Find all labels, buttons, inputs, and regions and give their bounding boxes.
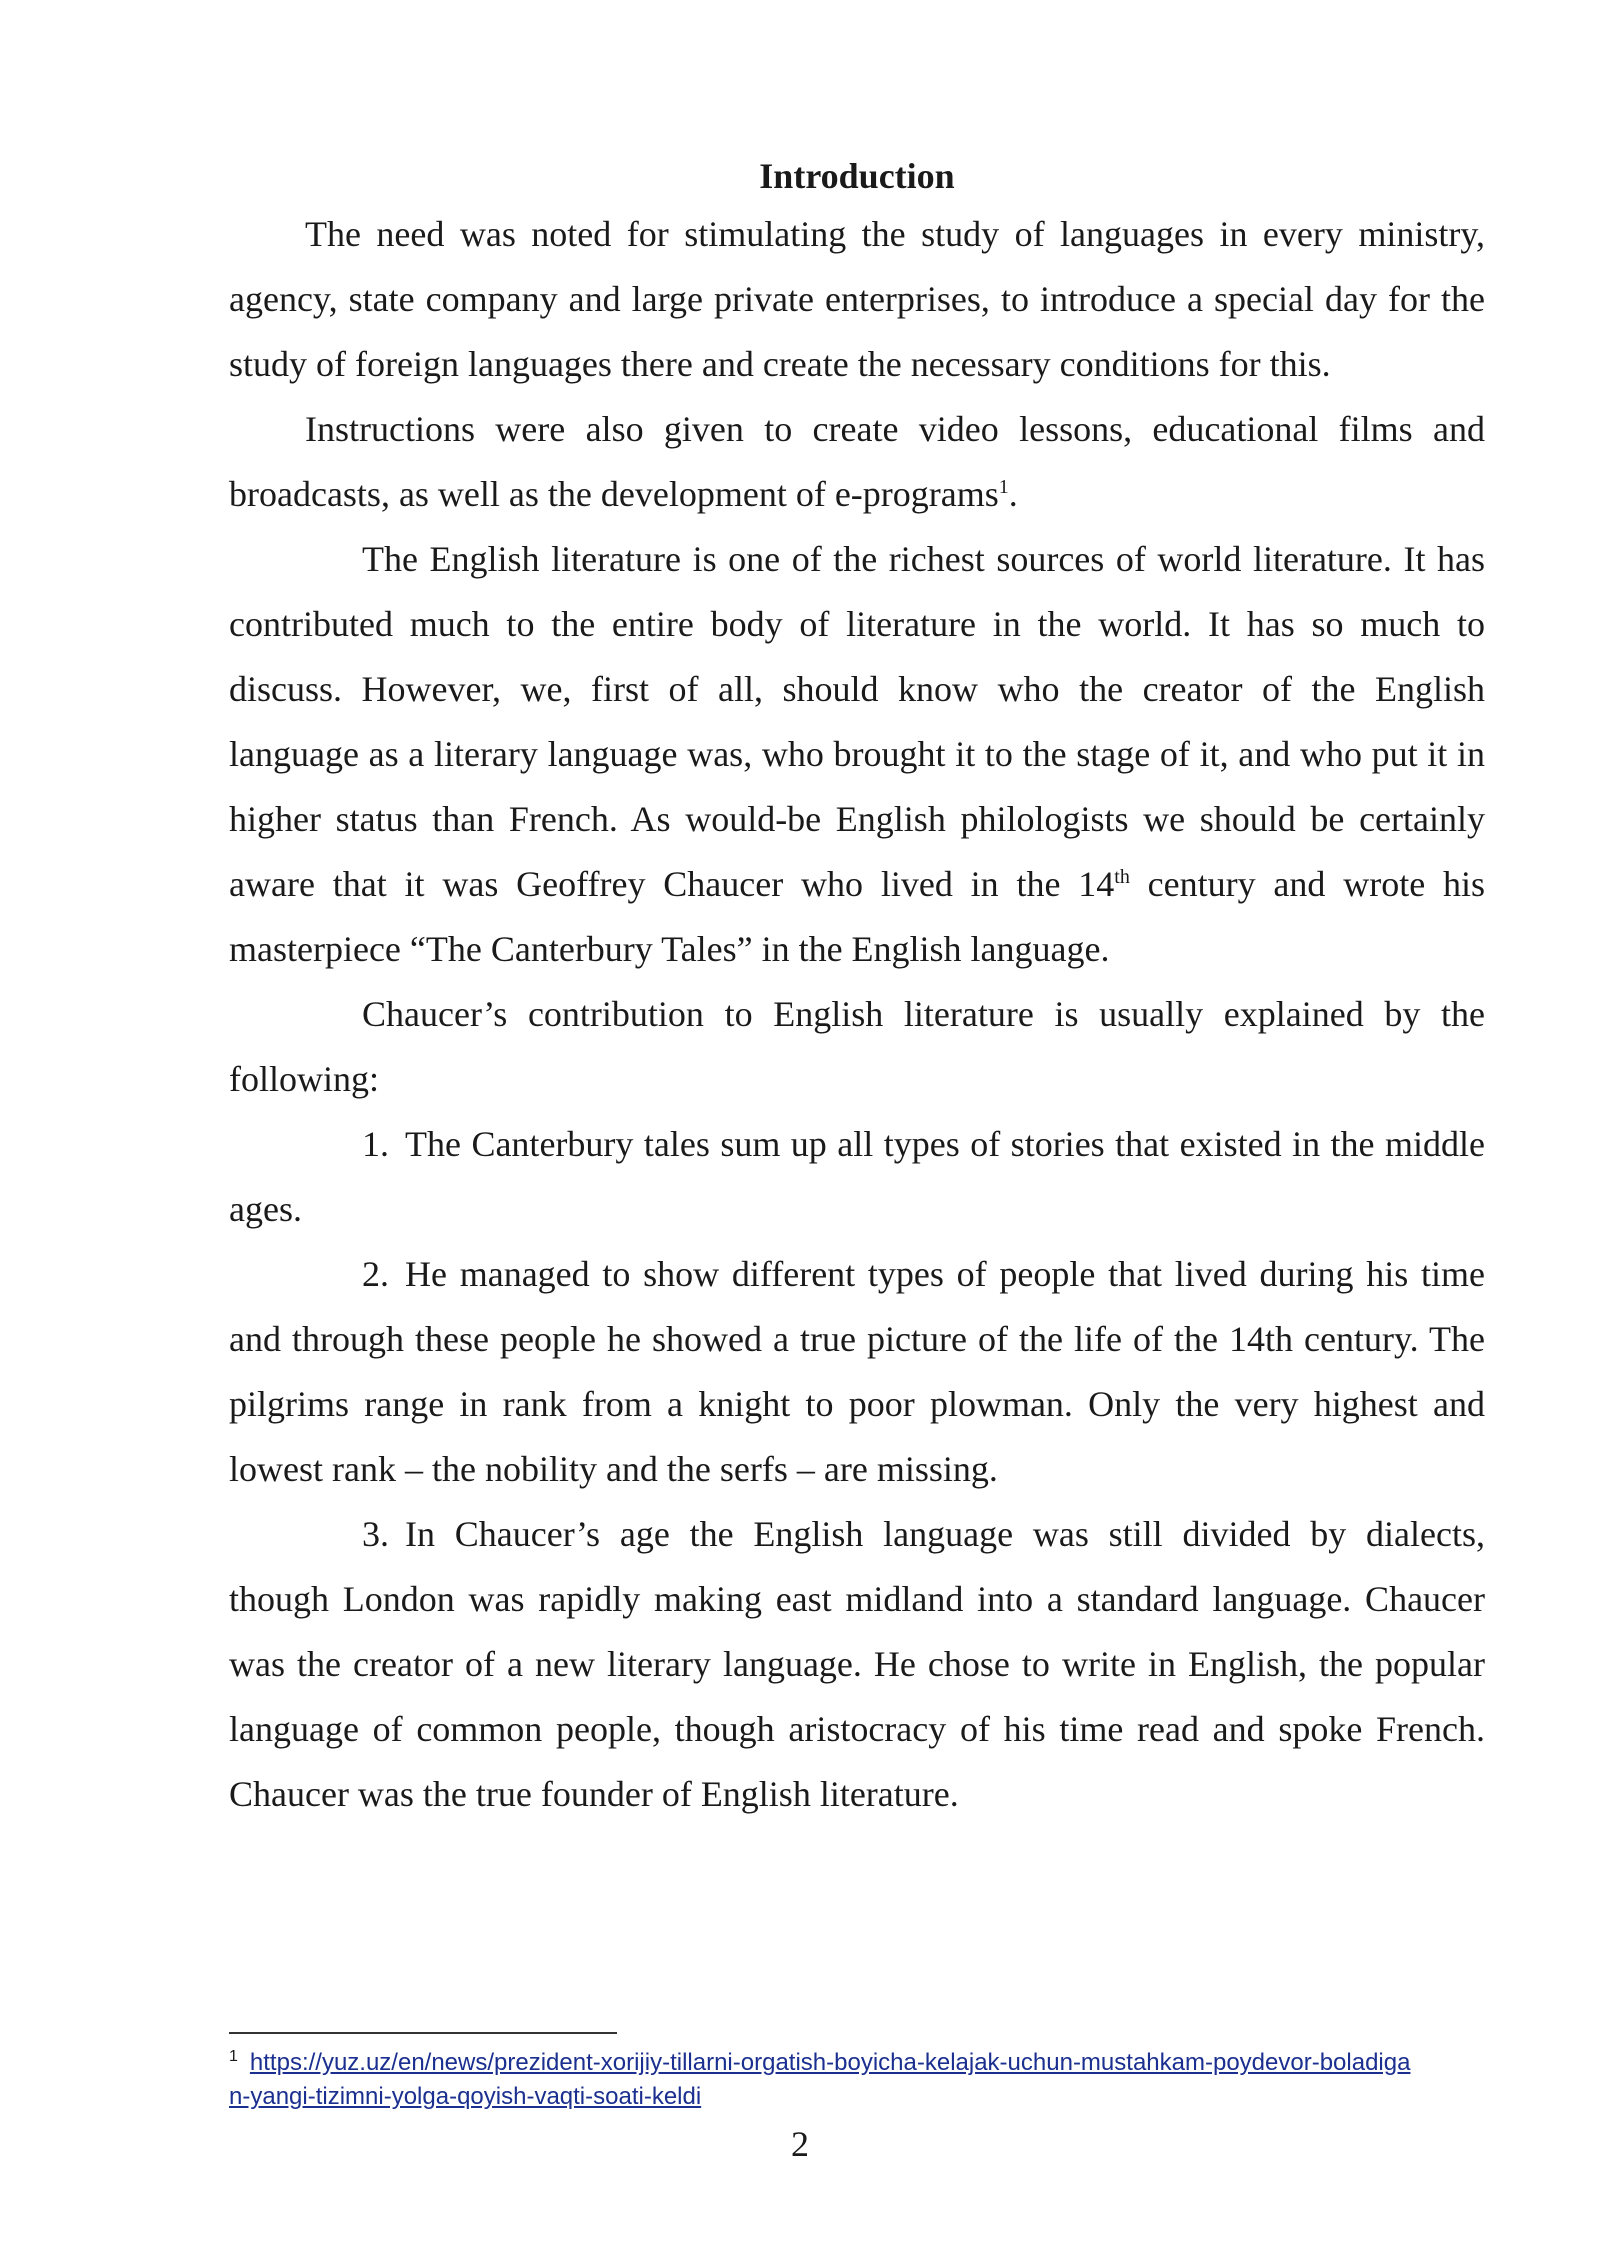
document-body bbox=[229, 150, 1485, 1827]
list-item-text: The Canterbury tales sum up all types of stories that existed in the middle ages. bbox=[229, 1124, 1485, 1229]
paragraph-2: Instructions were also given to create video lessons, educational films and broadcasts, as well as the development of e-programs$^1$. bbox=[229, 409, 1485, 514]
footnote bbox=[229, 2046, 1419, 2114]
page-number: 2 bbox=[791, 2124, 809, 2164]
list-item-text: In Chaucer’s age the English language was still divided by dialects, though London was rapidly making east midland into a standard language. Chaucer was the creator of a new literary language. He chose to write in English, the popular language of common people, though aristocracy of his time read and spoke French. Chaucer was the true founder of English literature. bbox=[229, 1514, 1485, 1814]
page-title: Introduction bbox=[759, 156, 955, 196]
footnote-link[interactable]: https://yuz.uz/en/news/prezident-xorijiy-tillarni-orgatish-boyicha-kelajak-uchun-mustahkam-poydevor-boladigan-yangi-tizimni-yolga-qoyish-vaqti-soati-keldi bbox=[229, 2049, 1411, 2110]
list-item bbox=[229, 1112, 1485, 1242]
paragraph-4 bbox=[229, 982, 1485, 1112]
footnote-mark: 1 bbox=[229, 2048, 238, 2065]
list-item-number: 2. bbox=[362, 1254, 389, 1294]
paragraph-3 bbox=[229, 527, 1485, 982]
list-item-text: He managed to show different types of people that lived during his time and through these people he showed a true picture of the life of the 14th century. The pilgrims range in rank from a knight to poor plowman. Only the very highest and lowest rank – the nobility and the serfs – are missing. bbox=[229, 1254, 1485, 1489]
paragraph-2-text: Instructions were also given to create video lessons, educational films and broadcasts, as well as the development of e-programs bbox=[229, 409, 1485, 514]
footnote-reference[interactable]: 1 bbox=[998, 476, 1009, 498]
paragraph-1-text: The need was noted for stimulating the study of languages in every ministry, agency, state company and large private enterprises, to introduce a special day for the study of foreign languages there and create the necessary conditions for this. bbox=[229, 214, 1485, 384]
list-item bbox=[229, 1242, 1485, 1502]
paragraph-3-text-cont: century and wrote his masterpiece “The Canterbury Tales” in the English language. bbox=[229, 864, 1486, 969]
paragraph-3-text: The English literature is one of the richest sources of world literature. It has contributed much to the entire body of literature in the world. It has so much to discuss. However, we, first of all, should know who the creator of the English language as a literary language was, who brought it to the stage of it, and who put it in higher status than French. As would-be English philologists we should be certainly aware that it was Geoffrey Chaucer who lived in the 14 bbox=[229, 539, 1485, 904]
paragraph-4-text: Chaucer’s contribution to English literature is usually explained by the following: bbox=[229, 994, 1485, 1099]
footnote-separator bbox=[229, 2032, 617, 2034]
ordinal-suffix: th bbox=[1114, 866, 1130, 888]
list-item-number: 1. bbox=[362, 1124, 389, 1164]
list-item bbox=[229, 1502, 1485, 1827]
paragraph-1 bbox=[229, 202, 1485, 397]
list-item-number: 3. bbox=[362, 1514, 389, 1554]
